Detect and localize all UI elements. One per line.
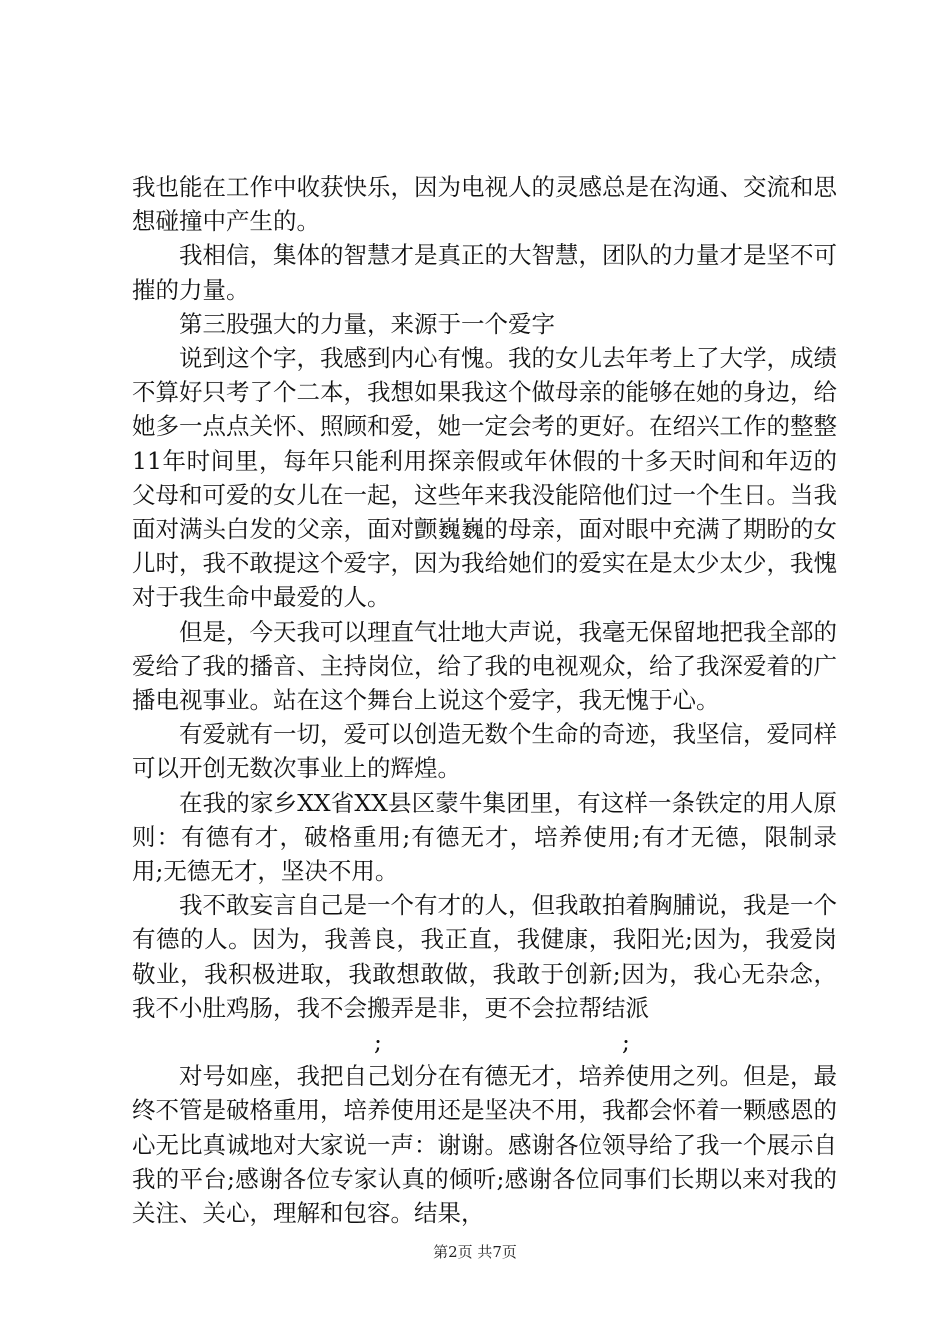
- semicolon-mark-2: ;: [622, 1028, 630, 1057]
- paragraph-1: 我也能在工作中收获快乐，因为电视人的灵感总是在沟通、交流和思想碰撞中产生的。: [132, 173, 837, 236]
- document-body: [132, 170, 837, 1230]
- paragraph-3: 第三股强大的力量，来源于一个爱字: [179, 309, 555, 338]
- paragraph-9: 对号如座，我把自己划分在有德无才，培养使用之列。但是，最终不管是破格重用，培养使用还是坚决不用，我都会怀着一颗感恩的心无比真诚地对大家说一声：谢谢。感谢各位领导给了我一个展示自我的平台;感谢各位专家认真的倾听;感谢各位同事们长期以来对我的关注、关心，理解和包容。结果，: [132, 1062, 837, 1228]
- page-footer: 第2页 共7页: [433, 1243, 517, 1261]
- paragraph-2: 我相信，集体的智慧才是真正的大智慧，团队的力量才是坚不可摧的力量。: [132, 241, 837, 304]
- paragraph-7: 在我的家乡XX省XX县区蒙牛集团里，有这样一条铁定的用人原则：有德有才，破格重用;有德无才，培养使用;有才无德，限制录用;无德无才，坚决不用。: [132, 788, 837, 886]
- paragraph-6: 有爱就有一切，爱可以创造无数个生命的奇迹，我坚信，爱同样可以开创无数次事业上的辉煌。: [132, 720, 837, 783]
- semicolon-mark-1: ;: [374, 1028, 382, 1057]
- paragraph-4: 说到这个字，我感到内心有愧。我的女儿去年考上了大学，成绩不算好只考了个二本，我想如果我这个做母亲的能够在她的身边，给她多一点点关怀、照顾和爱，她一定会考的更好。在绍兴工作的整整11年时间里，每年只能利用探亲假或年休假的十多天时间和年迈的父母和可爱的女儿在一起，这些年来我没能陪他们过一个生日。当我面对满头白发的父亲，面对颤巍巍的母亲，面对眼中充满了期盼的女儿时，我不敢提这个爱字，因为我给她们的爱实在是太少太少，我愧对于我生命中最爱的人。: [132, 344, 837, 612]
- paragraph-8: 我不敢妄言自己是一个有才的人，但我敢拍着胸脯说，我是一个有德的人。因为，我善良，我正直，我健康，我阳光;因为，我爱岗敬业，我积极进取，我敢想敢做，我敢于创新;因为，我心无杂念，我不小肚鸡肠，我不会搬弄是非，更不会拉帮结派: [132, 891, 837, 1022]
- semicolon-line: [132, 1025, 837, 1059]
- paragraph-5: 但是，今天我可以理直气壮地大声说，我毫无保留地把我全部的爱给了我的播音、主持岗位，给了我的电视观众，给了我深爱着的广播电视事业。站在这个舞台上说这个爱字，我无愧于心。: [132, 617, 837, 715]
